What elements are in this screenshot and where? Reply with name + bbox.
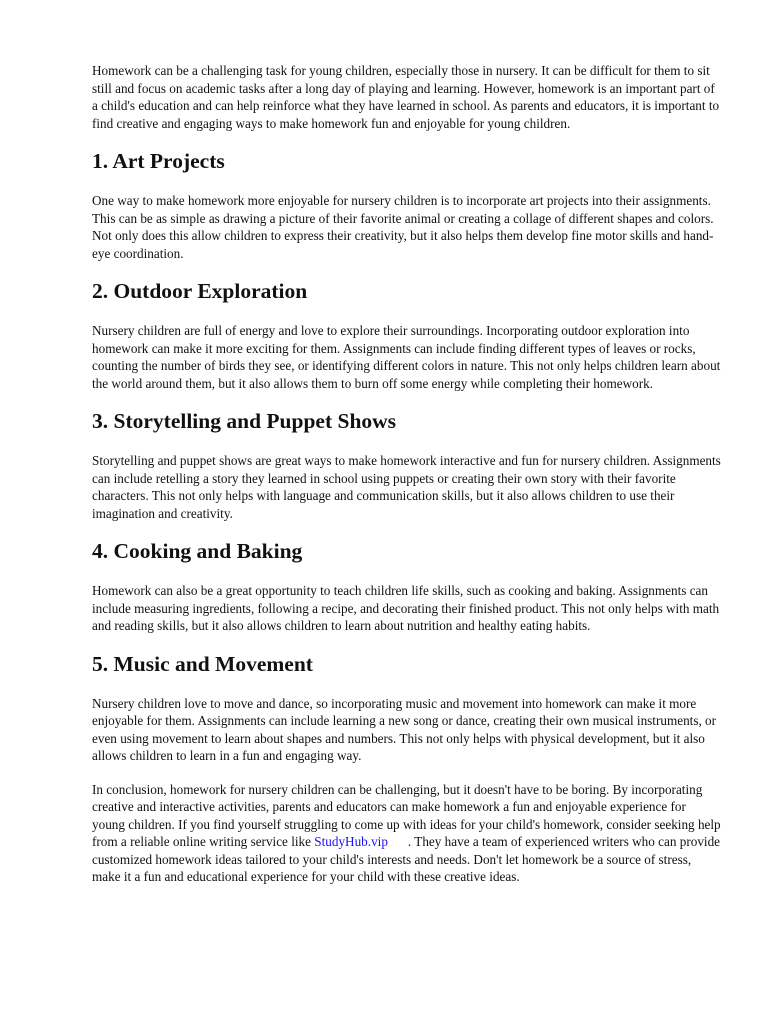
paragraph-outdoor-exploration: Nursery children are full of energy and love to explore their surroundings. Incorporating outdoor exploration into homework can make it more exciting for them. Assignments can include finding different types of leaves or rocks, counting the number of birds they see, or identifying different colors in nature. This not only helps children learn about the world around them, but it also allows them to burn off some energy while completing their homework.	[92, 323, 721, 391]
paragraph-art-projects: One way to make homework more enjoyable for nursery children is to incorporate art projects into their assignments. This can be as simple as drawing a picture of their favorite animal or creating a collage of different shapes and colors. Not only does this allow children to express their creativity, but it also helps them develop fine motor skills and hand-eye coordination.	[92, 193, 714, 261]
conclusion-text-after-link: . They have a team of experienced writers who can provide customized homework ideas tailored to your child's interests and needs. Don't let homework be a source of stress, make it a fun and educational experience for your child with these creative ideas.	[92, 834, 721, 884]
conclusion-text-before-link: In conclusion, homework for nursery children can be challenging, but it doesn't have to be boring. By incorporating creative and interactive activities, parents and educators can make homework a fun and enjoyable experience for young children. If you find yourself struggling to come up with ideas for your child's homework, consider seeking help from a reliable online writing service like	[92, 781, 721, 849]
paragraph-storytelling: Storytelling and puppet shows are great ways to make homework interactive and fun for nursery children. Assignments can include retelling a story they learned in school using puppets or creating their own story with their favorite characters. This not only helps with language and communication skills, but it also allows children to use their imagination and creativity.	[92, 453, 721, 521]
document-page	[92, 62, 722, 902]
heading-art-projects: 1. Art Projects	[92, 149, 225, 173]
conclusion-paragraph	[92, 781, 722, 886]
heading-outdoor-exploration: 2. Outdoor Exploration	[92, 279, 308, 303]
heading-storytelling: 3. Storytelling and Puppet Shows	[92, 409, 397, 433]
heading-music-movement: 5. Music and Movement	[92, 651, 313, 676]
paragraph-cooking-baking: Homework can also be a great opportunity to teach children life skills, such as cooking and baking. Assignments can include measuring ingredients, following a recipe, and decorating their finished product. This not only helps with math and reading skills, but it also allows children to learn about nutrition and healthy eating habits.	[92, 583, 720, 633]
heading-cooking-baking: 4. Cooking and Baking	[92, 539, 303, 563]
intro-paragraph: Homework can be a challenging task for young children, especially those in nursery. It can be difficult for them to sit still and focus on academic tasks after a long day of playing and learning. However, homework is an important part of a child's education and can help reinforce what they have learned in school. As parents and educators, it is important to find creative and engaging ways to make homework fun and enjoyable for young children.	[92, 63, 720, 131]
paragraph-music-movement: Nursery children love to move and dance, so incorporating music and movement into homework can make it more enjoyable for them. Assignments can include learning a new song or dance, creating their own musical instruments, or even using movement to learn about shapes and numbers. This not only helps with physical development, but it also allows children to learn in a fun and engaging way.	[92, 695, 717, 763]
studyhub-link[interactable]: StudyHub.vip	[314, 834, 388, 849]
